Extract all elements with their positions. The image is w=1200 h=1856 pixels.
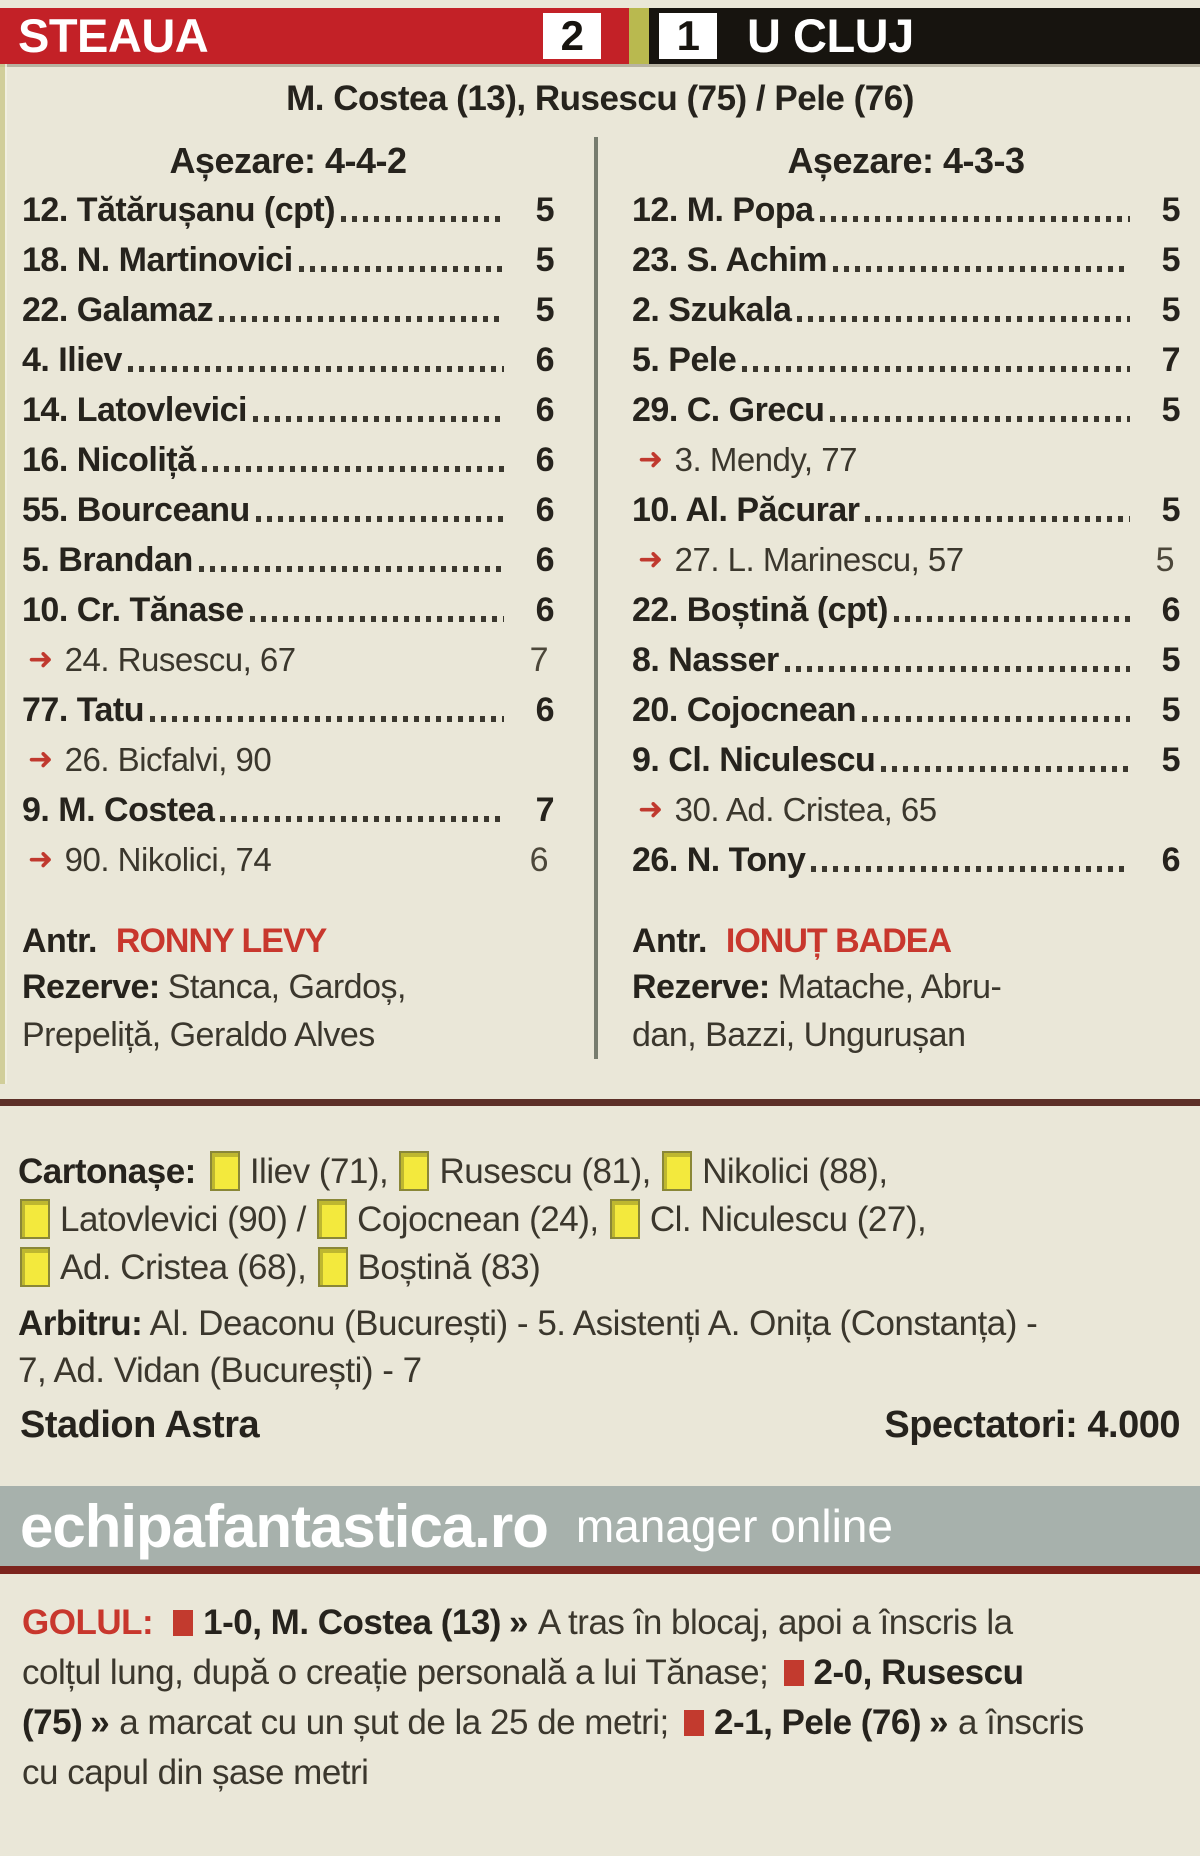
leader-spacer [271, 835, 504, 885]
reserves-line: Prepeliță, Geraldo Alves [22, 1016, 375, 1054]
player-rating: 5 [1161, 641, 1180, 679]
substitute-row [632, 785, 1180, 835]
player-row [632, 635, 1180, 685]
player-rating: 7 [535, 791, 554, 829]
player-row [22, 785, 554, 835]
player-name: 10. Cr. Tănase [22, 591, 244, 629]
player-rating: 7 [1161, 341, 1180, 379]
leader-spacer [964, 535, 1130, 585]
player-name: 55. Bourceanu [22, 491, 250, 529]
reserves-line [632, 963, 1180, 1011]
goal-score: 1-0, M. Costea (13) [203, 1603, 501, 1642]
substitute-row [22, 735, 554, 785]
goal-marker-icon [684, 1710, 704, 1736]
player-row [22, 435, 554, 485]
reserves-label: Rezerve: [632, 968, 770, 1006]
player-row [632, 685, 1180, 735]
dotted-leader [256, 485, 504, 535]
carded-player: Cl. Niculescu (27), [649, 1200, 927, 1239]
yellow-card-icon [318, 1247, 348, 1287]
goal-description-text: A tras în blocaj, apoi a înscris la colțul lung, după o creație personală a lui Tănase; [22, 1603, 1013, 1692]
substitution-arrow-icon: ➜ [638, 443, 663, 476]
player-rating: 5 [1161, 241, 1180, 279]
goal-description-text: a înscris cu capul din șase metri [22, 1703, 1084, 1792]
player-name: 3. Mendy, 77 [674, 441, 857, 478]
leader-spacer [271, 735, 554, 785]
sponsor-banner [0, 1486, 1200, 1574]
player-rating: 6 [535, 691, 554, 729]
player-row [632, 385, 1180, 435]
substitute-row [22, 635, 554, 685]
player-name: 9. Cl. Niculescu [632, 741, 876, 779]
page-edge-artifact [0, 64, 7, 1084]
spectators-count: Spectatori: 4.000 [884, 1404, 1180, 1446]
dotted-leader [865, 485, 1130, 535]
reserves-line: dan, Bazzi, Ungurușan [632, 1016, 966, 1054]
away-team-column [598, 137, 1196, 1059]
player-rating: 6 [535, 491, 554, 529]
player-rating: 5 [535, 191, 554, 229]
player-name: 26. Bicfalvi, 90 [64, 741, 272, 778]
yellow-card-icon [610, 1199, 640, 1239]
leader-spacer [296, 635, 504, 685]
dotted-leader [830, 385, 1130, 435]
away-players-list [632, 185, 1180, 885]
player-name: 22. Boștină (cpt) [632, 591, 888, 629]
player-name: 29. C. Grecu [632, 391, 825, 429]
player-row [22, 285, 554, 335]
away-team-name: U CLUJ [747, 9, 914, 62]
player-row [22, 535, 554, 585]
home-team-header [0, 8, 629, 64]
player-rating: 5 [535, 241, 554, 279]
scorers-line: M. Costea (13), Rusescu (75) / Pele (76) [286, 79, 914, 118]
player-name: 90. Nikolici, 74 [64, 841, 272, 878]
dotted-leader [253, 385, 504, 435]
player-name: 12. Tătărușanu (cpt) [22, 191, 336, 229]
carded-player: Boștină (83) [357, 1248, 541, 1287]
yellow-card-icon [662, 1151, 692, 1191]
dotted-leader [797, 285, 1130, 335]
player-row [22, 485, 554, 535]
home-team-name: STEAUA [18, 9, 209, 62]
home-coach-name: RONNY LEVY [115, 922, 327, 960]
coach-label: Antr. [632, 922, 707, 960]
player-name: 8. Nasser [632, 641, 779, 679]
player-name: 24. Rusescu, 67 [64, 641, 296, 678]
player-row [632, 335, 1180, 385]
goals-description [0, 1598, 1114, 1798]
cards-line [18, 1148, 1182, 1196]
home-team-column [0, 137, 598, 1059]
player-rating: 6 [1161, 591, 1180, 629]
player-name: 10. Al. Păcurar [632, 491, 860, 529]
away-formation-label: Așezare: 4-3-3 [787, 140, 1025, 181]
dotted-leader [202, 435, 504, 485]
dotted-leader [128, 335, 504, 385]
reserves-label: Rezerve: [22, 968, 160, 1006]
carded-player: Rusescu (81), [439, 1152, 661, 1191]
section-separator [0, 1099, 1200, 1106]
player-rating: 5 [1161, 491, 1180, 529]
player-rating: 6 [535, 441, 554, 479]
leader-spacer [937, 785, 1180, 835]
banner-tagline: manager online [575, 1500, 893, 1552]
player-name: 18. N. Martinovici [22, 241, 293, 279]
dotted-leader [881, 735, 1130, 785]
yellow-card-icon [399, 1151, 429, 1191]
dotted-leader [199, 535, 504, 585]
coach-label: Antr. [22, 922, 97, 960]
carded-player: Cojocnean (24), [357, 1200, 608, 1239]
goal-marker-icon [173, 1610, 193, 1636]
dotted-leader [785, 635, 1130, 685]
player-rating: 5 [1161, 741, 1180, 779]
home-formation-label: Așezare: 4-4-2 [169, 140, 407, 181]
yellow-card-icon [20, 1247, 50, 1287]
cards-line [18, 1196, 1182, 1244]
player-rating: 5 [1161, 391, 1180, 429]
player-rating: 5 [535, 291, 554, 329]
player-rating: 6 [535, 341, 554, 379]
home-players-list [22, 185, 554, 885]
double-chevron-icon: » [929, 1703, 948, 1742]
goal-score: 2-0, Rusescu (75) [22, 1653, 1024, 1742]
carded-player: Nikolici (88), [702, 1152, 888, 1191]
player-name: 16. Nicoliță [22, 441, 196, 479]
player-rating: 6 [1161, 841, 1180, 879]
carded-player: Ad. Cristea (68), [60, 1248, 316, 1287]
player-row [632, 485, 1180, 535]
player-name: 2. Szukala [632, 291, 792, 329]
player-rating: 6 [535, 391, 554, 429]
reserves-names: Matache, Abru- [777, 968, 1002, 1006]
cards-section [0, 1148, 1200, 1292]
yellow-card-icon [20, 1199, 50, 1239]
player-name: 77. Tatu [22, 691, 144, 729]
player-name: 27. L. Marinescu, 57 [674, 541, 964, 578]
substitution-arrow-icon: ➜ [638, 793, 663, 826]
substitute-row [632, 535, 1180, 585]
player-rating: 7 [529, 641, 548, 679]
away-coach-name: IONUȚ BADEA [725, 922, 952, 960]
dotted-leader [862, 685, 1130, 735]
venue-row [0, 1402, 1200, 1448]
player-row [632, 285, 1180, 335]
substitute-row [22, 835, 554, 885]
cards-line [18, 1244, 1182, 1292]
score-header [0, 8, 1200, 67]
reserves-names: Stanca, Gardoș, [167, 968, 406, 1006]
dotted-leader [742, 335, 1130, 385]
player-name: 30. Ad. Cristea, 65 [674, 791, 937, 828]
leader-spacer [857, 435, 1180, 485]
player-row [22, 685, 554, 735]
dotted-leader [150, 685, 504, 735]
dotted-leader [250, 585, 504, 635]
player-row [632, 835, 1180, 885]
player-row [22, 235, 554, 285]
player-row [632, 735, 1180, 785]
player-name: 4. Iliev [22, 341, 122, 379]
referee-label: Arbitru: [18, 1304, 143, 1343]
dotted-leader [220, 785, 504, 835]
away-score: 1 [659, 13, 717, 59]
player-row [22, 385, 554, 435]
player-row [22, 185, 554, 235]
substitution-arrow-icon: ➜ [28, 643, 53, 676]
player-row [632, 185, 1180, 235]
player-name: 9. M. Costea [22, 791, 215, 829]
carded-player: Iliev (71), [249, 1152, 398, 1191]
dotted-leader [341, 185, 504, 235]
double-chevron-icon: » [90, 1703, 110, 1742]
home-coach-line [22, 919, 554, 963]
player-row [22, 585, 554, 635]
goals-label: GOLUL: [22, 1603, 154, 1642]
player-rating: 5 [1161, 191, 1180, 229]
player-rating: 6 [535, 541, 554, 579]
player-row [22, 335, 554, 385]
player-rating: 5 [1155, 541, 1174, 579]
referee-section [0, 1300, 1066, 1394]
substitution-arrow-icon: ➜ [638, 543, 663, 576]
banner-site-name: echipafantastica.ro [20, 1492, 548, 1560]
away-coach-line [632, 919, 1180, 963]
player-row [632, 585, 1180, 635]
reserves-line [22, 963, 554, 1011]
player-rating: 5 [1161, 691, 1180, 729]
player-name: 23. S. Achim [632, 241, 827, 279]
referee-text: Al. Deaconu (București) - 5. Asistenți A. Onița (Constanța) - 7, Ad. Vidan (București) - 7 [18, 1304, 1038, 1390]
dotted-leader [894, 585, 1130, 635]
player-name: 5. Brandan [22, 541, 193, 579]
header-divider-strip [629, 8, 649, 64]
dotted-leader [820, 185, 1130, 235]
player-rating: 5 [1161, 291, 1180, 329]
dotted-leader [811, 835, 1130, 885]
yellow-card-icon [210, 1151, 240, 1191]
player-name: 14. Latovlevici [22, 391, 247, 429]
goal-score: 2-1, Pele (76) [714, 1703, 922, 1742]
substitution-arrow-icon: ➜ [28, 743, 53, 776]
dotted-leader [833, 235, 1130, 285]
goal-marker-icon [784, 1660, 804, 1686]
away-team-header [649, 8, 1200, 64]
player-name: 5. Pele [632, 341, 737, 379]
dotted-leader [219, 285, 504, 335]
player-name: 20. Cojocnean [632, 691, 857, 729]
player-name: 22. Galamaz [22, 291, 214, 329]
substitute-row [632, 435, 1180, 485]
double-chevron-icon: » [508, 1603, 528, 1642]
player-row [632, 235, 1180, 285]
goal-description-text: a marcat cu un șut de la 25 de metri; [119, 1703, 679, 1742]
dotted-leader [299, 235, 504, 285]
lineups-section [0, 137, 1200, 1059]
player-rating: 6 [535, 591, 554, 629]
away-reserves [632, 963, 1180, 1059]
cards-label: Cartonașe: [18, 1152, 196, 1191]
player-name: 26. N. Tony [632, 841, 806, 879]
home-reserves [22, 963, 554, 1059]
carded-player: Latovlevici (90) / [60, 1200, 316, 1239]
stadium-name: Stadion Astra [20, 1404, 260, 1446]
home-score: 2 [543, 13, 601, 59]
substitution-arrow-icon: ➜ [28, 843, 53, 876]
player-name: 12. M. Popa [632, 191, 814, 229]
player-rating: 6 [529, 841, 548, 879]
yellow-card-icon [317, 1199, 347, 1239]
